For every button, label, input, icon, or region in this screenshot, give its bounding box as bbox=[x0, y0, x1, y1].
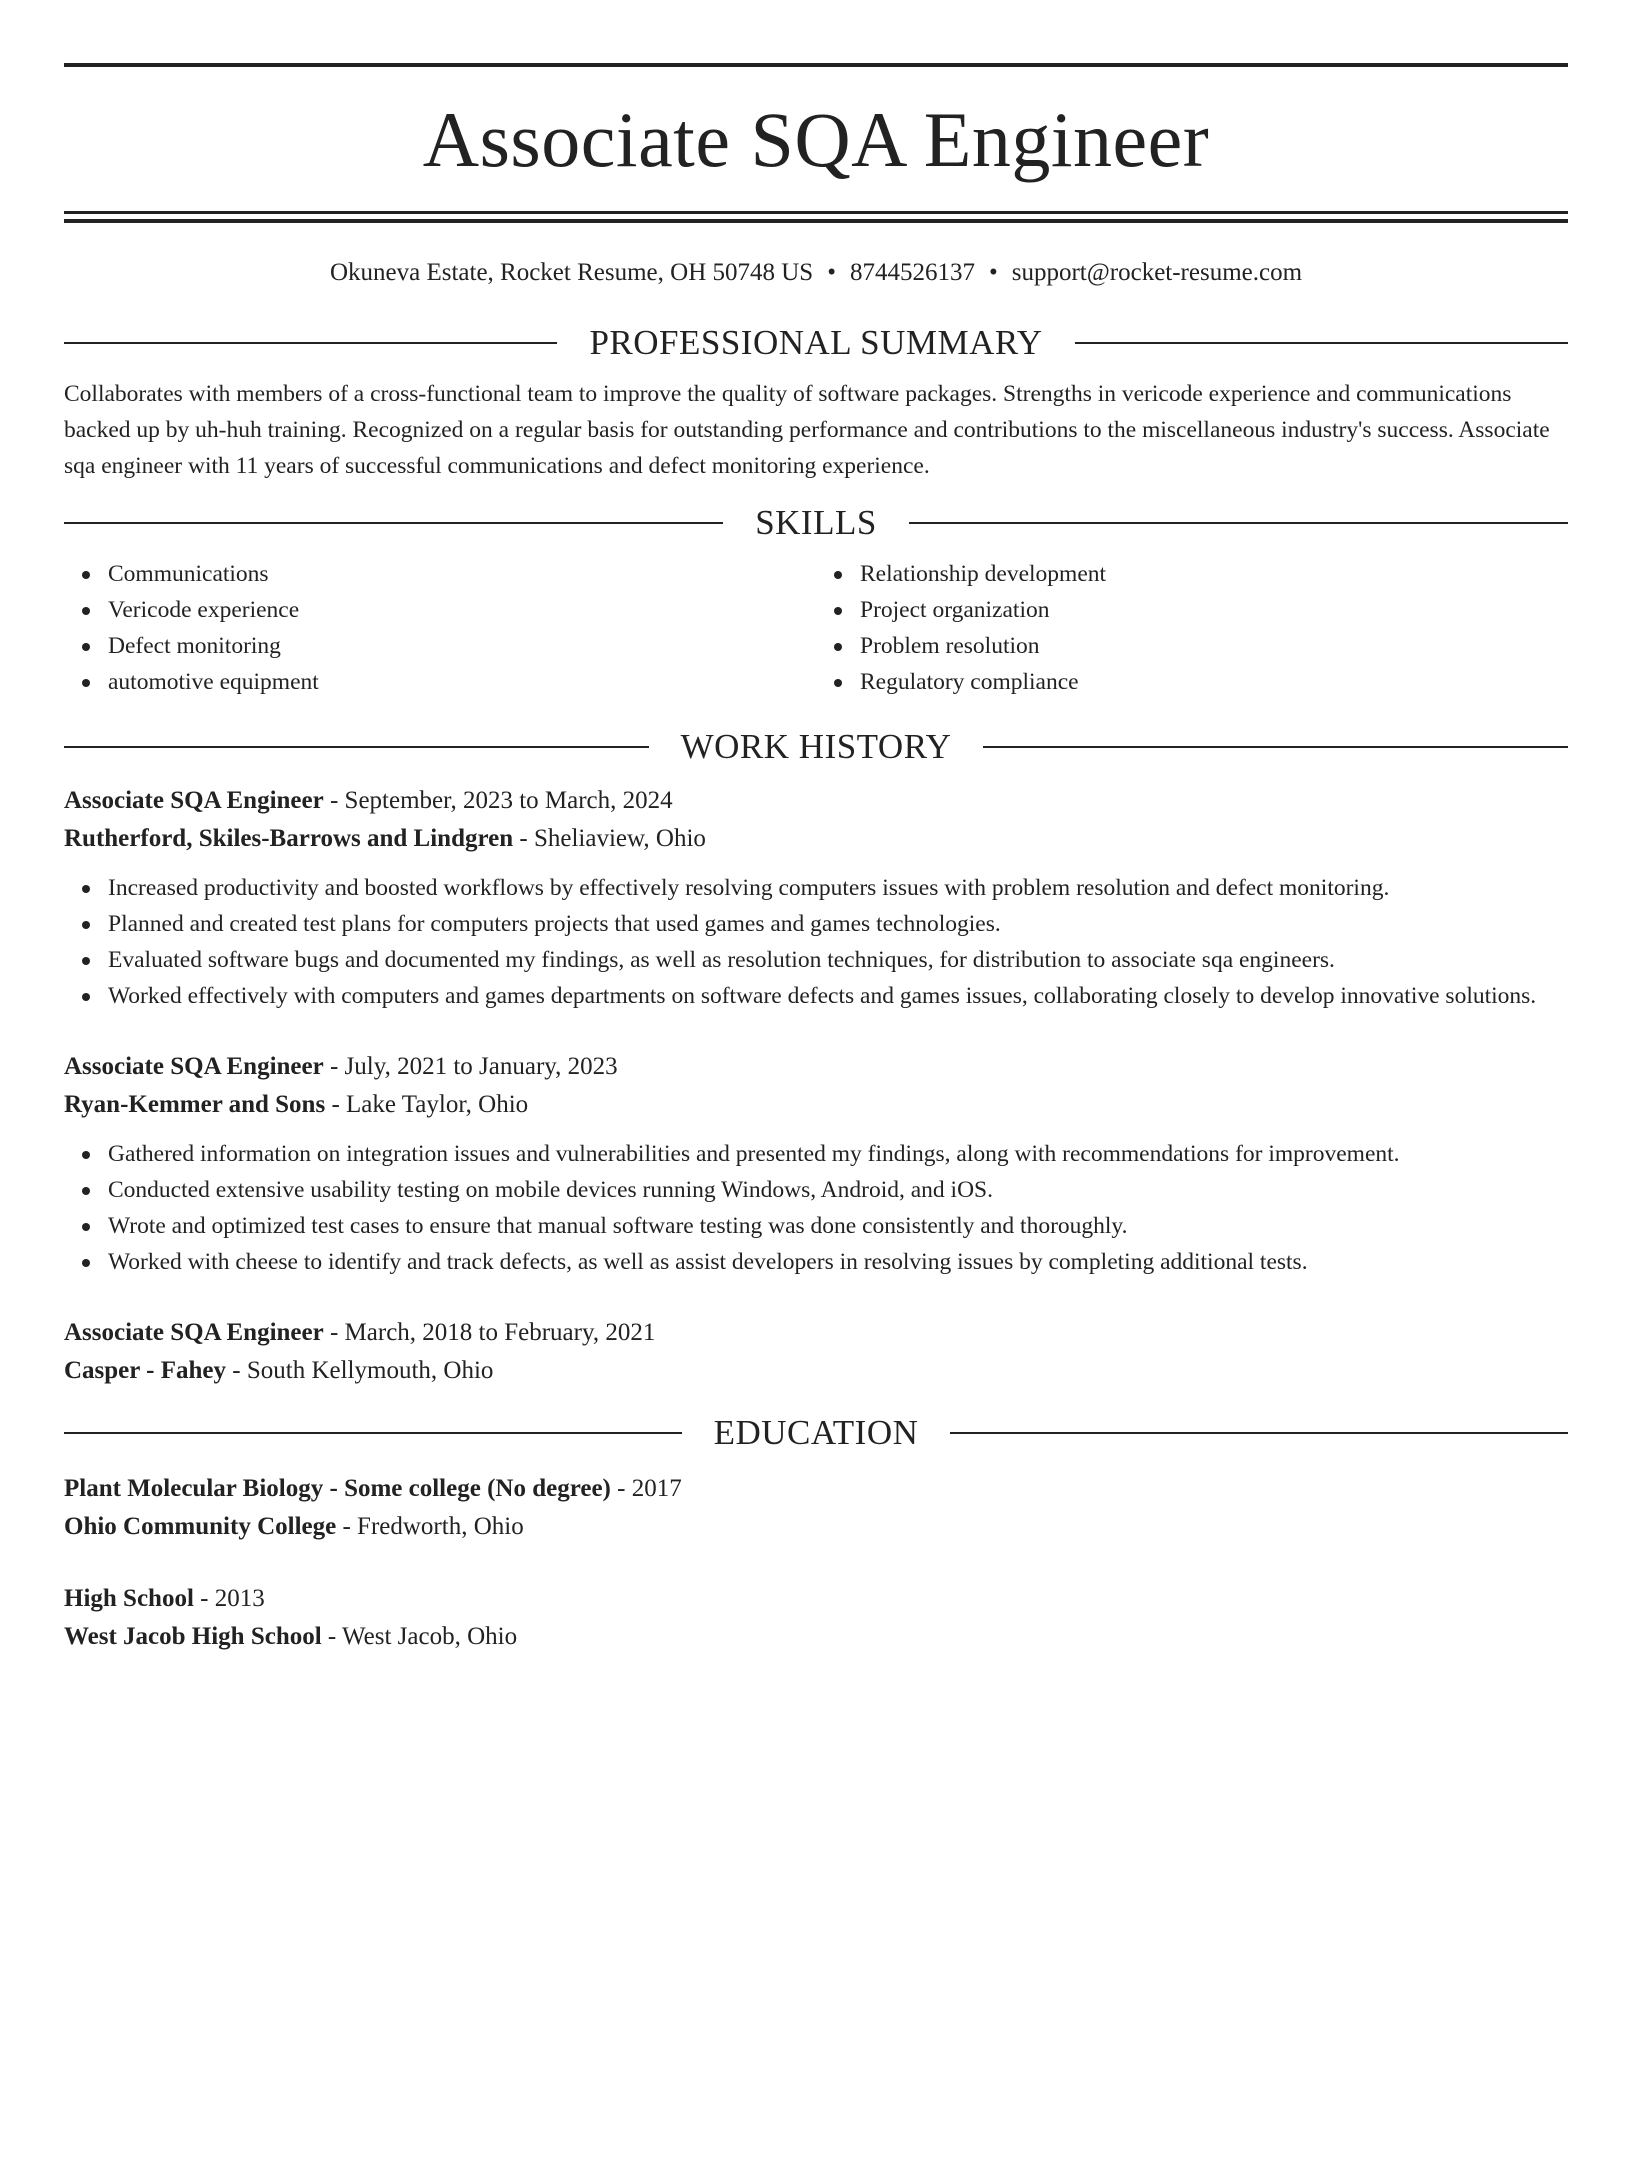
job-bullets bbox=[64, 870, 1568, 1014]
education-degree-line bbox=[64, 1470, 1568, 1508]
section-title: WORK HISTORY bbox=[680, 727, 952, 766]
job-location: - Lake Taylor, Ohio bbox=[325, 1091, 529, 1118]
education-degree: High School bbox=[64, 1585, 194, 1612]
contact-email: support@rocket-resume.com bbox=[1011, 259, 1303, 286]
job-bullet: Planned and created test plans for computers projects that used games and games technologies. bbox=[108, 906, 1568, 942]
section-rule bbox=[64, 342, 557, 344]
job-company: Casper - Fahey bbox=[64, 1357, 227, 1384]
skill-item: Project organization bbox=[860, 592, 1568, 628]
education-degree: Plant Molecular Biology - Some college (No degree) bbox=[64, 1475, 611, 1502]
skill-item: Regulatory compliance bbox=[860, 664, 1568, 700]
education-school-line bbox=[64, 1508, 1568, 1546]
section-title: SKILLS bbox=[755, 503, 877, 542]
section-rule bbox=[64, 522, 723, 524]
education-entry bbox=[64, 1580, 1568, 1656]
skill-item: Communications bbox=[108, 556, 816, 592]
education-location: - Fredworth, Ohio bbox=[336, 1513, 524, 1540]
job-location: - Sheliaview, Ohio bbox=[513, 825, 706, 852]
job-bullet: Worked with cheese to identify and track defects, as well as assist developers in resolving issues by completing additional tests. bbox=[108, 1244, 1568, 1280]
section-rule bbox=[1075, 342, 1568, 344]
skill-item: Problem resolution bbox=[860, 628, 1568, 664]
job-dates: - July, 2021 to January, 2023 bbox=[323, 1053, 618, 1080]
top-rule bbox=[64, 63, 1568, 67]
job-company-line bbox=[64, 820, 1568, 858]
section-title: PROFESSIONAL SUMMARY bbox=[589, 323, 1043, 362]
job-bullets bbox=[64, 1136, 1568, 1280]
job-title-line bbox=[64, 782, 1568, 820]
education-degree-line bbox=[64, 1580, 1568, 1618]
job-company-line bbox=[64, 1352, 1568, 1390]
job-role: Associate SQA Engineer bbox=[64, 1319, 324, 1346]
section-rule bbox=[64, 746, 649, 748]
job-title-line bbox=[64, 1314, 1568, 1352]
job-entry bbox=[64, 1048, 1568, 1280]
section-header-work bbox=[64, 726, 1568, 768]
skills-column-left bbox=[64, 556, 816, 700]
job-bullet: Increased productivity and boosted workflows by effectively resolving computers issues with problem resolution and defect monitoring. bbox=[108, 870, 1568, 906]
skills-list bbox=[64, 556, 1568, 700]
skill-item: Defect monitoring bbox=[108, 628, 816, 664]
skill-item: Vericode experience bbox=[108, 592, 816, 628]
section-title: EDUCATION bbox=[713, 1413, 919, 1452]
section-rule bbox=[64, 1432, 682, 1434]
job-dates: - March, 2018 to February, 2021 bbox=[323, 1319, 656, 1346]
section-rule bbox=[950, 1432, 1568, 1434]
job-role: Associate SQA Engineer bbox=[64, 787, 324, 814]
section-rule bbox=[909, 522, 1568, 524]
job-bullet: Worked effectively with computers and games departments on software defects and games issues, collaborating closely to develop innovative solutions. bbox=[108, 978, 1568, 1014]
skill-item: automotive equipment bbox=[108, 664, 816, 700]
contact-separator: • bbox=[827, 259, 836, 286]
education-location: - West Jacob, Ohio bbox=[321, 1623, 518, 1650]
contact-separator: • bbox=[988, 259, 998, 286]
contact-address: Okuneva Estate, Rocket Resume, OH 50748 US bbox=[329, 259, 814, 286]
job-location: - South Kellymouth, Ohio bbox=[226, 1357, 494, 1384]
job-bullet: Wrote and optimized test cases to ensure that manual software testing was done consistently and thoroughly. bbox=[108, 1208, 1568, 1244]
contact-phone: 8744526137 bbox=[849, 259, 975, 286]
job-company: Ryan-Kemmer and Sons bbox=[64, 1091, 326, 1118]
education-year: - 2013 bbox=[193, 1585, 265, 1612]
education-year: - 2017 bbox=[610, 1475, 682, 1502]
section-rule bbox=[983, 746, 1568, 748]
education-entry bbox=[64, 1470, 1568, 1546]
education-school: Ohio Community College bbox=[64, 1513, 337, 1540]
title-double-rule bbox=[64, 211, 1568, 223]
section-header-skills bbox=[64, 502, 1568, 544]
section-header-education bbox=[64, 1412, 1568, 1454]
education-school-line bbox=[64, 1618, 1568, 1656]
resume-page bbox=[0, 63, 1632, 2175]
job-bullet: Gathered information on integration issues and vulnerabilities and presented my findings, along with recommendations for improvement. bbox=[108, 1136, 1568, 1172]
job-bullet: Conducted extensive usability testing on mobile devices running Windows, Android, and iOS. bbox=[108, 1172, 1568, 1208]
job-company-line bbox=[64, 1086, 1568, 1124]
skills-column-right bbox=[816, 556, 1568, 700]
job-dates: - September, 2023 to March, 2024 bbox=[323, 787, 673, 814]
summary-text: Collaborates with members of a cross-functional team to improve the quality of software packages. Strengths in vericode experience and communications backed up by uh-huh training. Recognized on a regular basis for outstanding performance and contributions to the miscellaneous industry's success. Associate sqa engineer with 11 years of successful communications and defect monitoring experience. bbox=[64, 381, 1550, 479]
job-entry bbox=[64, 1314, 1568, 1390]
section-header-summary bbox=[64, 322, 1568, 364]
skill-item: Relationship development bbox=[860, 556, 1568, 592]
job-title-line bbox=[64, 1048, 1568, 1086]
job-role: Associate SQA Engineer bbox=[64, 1053, 324, 1080]
job-company: Rutherford, Skiles-Barrows and Lindgren bbox=[64, 825, 514, 852]
resume-title: Associate SQA Engineer bbox=[422, 96, 1210, 183]
education-school: West Jacob High School bbox=[64, 1623, 322, 1650]
job-entry bbox=[64, 782, 1568, 1014]
contact-line bbox=[64, 258, 1568, 288]
job-bullet: Evaluated software bugs and documented my findings, as well as resolution techniques, for distribution to associate sqa engineers. bbox=[108, 942, 1568, 978]
